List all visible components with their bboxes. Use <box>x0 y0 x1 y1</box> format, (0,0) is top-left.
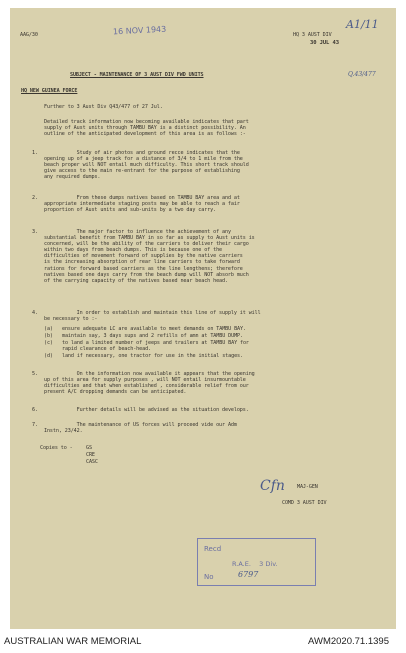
paragraph-5: On the information now available it appears that the opening up of this area for supply purposes , will NOT entail insurmountable difficulties and that when established , considerable relief from our present A/C dropping demands can be anticipated. <box>44 371 255 396</box>
paragraph-1: Study of air photos and ground recce indicates that the opening up of a jeep track for a distance of 3/4 to 1 mile from the beach proper will NOT entail much difficulty. This short track should give access to the main re-entrant for the purpose of establishing any required dumps. <box>44 150 249 181</box>
archive-footer <box>0 629 406 653</box>
paragraph-4: In order to establish and maintain this line of supply it will be necessary to :- <box>44 310 261 323</box>
addressee: HQ NEW GUINEA FORCE <box>21 88 78 94</box>
signatory-rank: MAJ-GEN <box>297 484 318 490</box>
received-number: 6797 <box>238 570 259 579</box>
para-number-3: 3. <box>32 229 38 235</box>
sub-item-a: ensure adequate LC are available to meet demands on TAMBU BAY. <box>62 326 246 332</box>
para-number-6: 6. <box>32 407 38 413</box>
copies-to-label: Copies to - <box>40 445 73 451</box>
sub-item-c-label: (c) <box>44 340 53 346</box>
paragraph-6: Further details will be advised as the situation develops. <box>44 407 249 413</box>
para-number-5: 5. <box>32 371 38 377</box>
archive-reference: AWM2020.71.1395 <box>308 636 389 647</box>
para-number-2: 2. <box>32 195 38 201</box>
paragraph-7: The maintenance of US forces will proceed vide our Adm Instn, 23/42. <box>44 422 237 435</box>
sub-item-b-label: (b) <box>44 333 53 339</box>
file-reference: AAG/30 <box>20 32 38 38</box>
signatory-title: COMD 3 AUST DIV <box>282 500 327 506</box>
para-number-4: 4. <box>32 310 38 316</box>
para-number-7: 7. <box>32 422 38 428</box>
sub-item-a-label: (a) <box>44 326 53 332</box>
opening-reference: Further to 3 Aust Div Q43/477 of 27 Jul. <box>44 104 163 110</box>
paragraph-3: The major factor to influence the achievement of any substantial benefit from TAMBU BAY in so far as supply to Aust units is concerned, will be the ability of the carriers to deliver their cargo within two days from beach dumps. This is because one of the difficulties of movement forward of supplies by the native carriers is the increasing absorption of rear line carriers to take forward rations for forward based carriers as the line lengthens; therefore natives based one days carry from the beach dump will NOT absorb much of the carrying capacity of the natives based near beach head. <box>44 229 255 284</box>
sub-item-d-label: (d) <box>44 353 53 359</box>
copy-recipient: GS <box>86 445 92 451</box>
margin-reference: Q.43/477 <box>348 71 376 78</box>
intro-paragraph: Detailed track information now becoming available indicates that part supply of Aust units through TAMBU BAY is a distinct possibility. An outline of the anticipated development of this area is as follows :- <box>44 119 249 138</box>
paragraph-2: From these dumps natives based on TAMBU BAY area and at appropriate intermediate staging posts may be able to reach a fair proportion of Aust units and sub-units by a two day carry. <box>44 195 240 214</box>
received-number-label: No <box>204 573 214 581</box>
signature: Cfn <box>260 478 285 494</box>
date-received-stamp: 16 NOV 1943 <box>112 24 167 37</box>
copy-recipient: CASC <box>86 459 98 465</box>
received-unit: R.A.E. 3 Div. <box>232 560 278 568</box>
document-sheet <box>10 8 396 629</box>
sub-item-b: maintain say, 3 days sups and 2 refills of amn at TAMBU DUMP. <box>62 333 243 339</box>
hq-date: 30 JUL 43 <box>310 40 339 46</box>
received-label: Recd <box>204 545 222 553</box>
copy-recipient: CRE <box>86 452 95 458</box>
sub-item-c: to land a limited number of jeeps and trailers at TAMBU BAY for rapid clearance of beach-head. <box>62 340 249 353</box>
headquarters-heading: HQ 3 AUST DIV <box>293 32 332 38</box>
para-number-1: 1. <box>32 150 38 156</box>
subject-line: SUBJECT - MAINTENANCE OF 3 AUST DIV FWD UNITS <box>70 72 204 78</box>
received-stamp <box>197 538 316 586</box>
folio-number: A1/11 <box>346 18 379 31</box>
sub-item-d: land if necessary, one tractor for use in the initial stages. <box>62 353 243 359</box>
archive-name: AUSTRALIAN WAR MEMORIAL <box>4 636 142 647</box>
